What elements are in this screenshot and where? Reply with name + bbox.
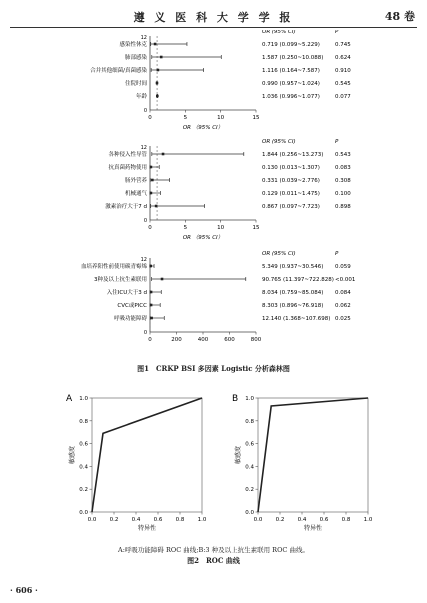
roc-x-tick-label: 0.2 (109, 517, 119, 523)
page-header (10, 6, 417, 28)
or-ci-value: 0.719 (0.099~5.229) (262, 42, 320, 48)
forest-x-tick-label: 5 (183, 115, 188, 121)
or-point (160, 56, 163, 59)
figure2-caption: 图2 ROC 曲线 (187, 556, 240, 565)
roc-x-tick-label: 1.0 (197, 517, 207, 523)
p-value: 0.545 (335, 81, 351, 87)
roc-x-tick-label: 0.6 (319, 517, 329, 523)
forest-row-label: 入住ICU大于3 d (106, 290, 147, 296)
p-value: 0.100 (335, 191, 351, 197)
forest-x-tick-label: 0 (148, 115, 152, 121)
forest-row-label: CVC或PICC (117, 303, 147, 309)
p-column-header: P (335, 251, 339, 257)
or-point (157, 69, 160, 72)
plot-frame (92, 398, 202, 512)
p-column-header: P (335, 30, 339, 35)
forest-row-label: 抗真菌药物使用 (108, 165, 147, 171)
forest-y-tick-label: 0 (143, 218, 147, 224)
roc-y-tick-label: 0.4 (79, 464, 88, 471)
or-ci-value: 8.303 (0.896~76.918) (262, 303, 324, 309)
forest-x-tick-label: 0 (148, 225, 152, 231)
p-value: 0.059 (335, 264, 351, 270)
forest-x-tick-label: 5 (183, 225, 188, 231)
or-point (161, 278, 164, 281)
forest-x-tick-label: 15 (252, 115, 260, 121)
p-value: <0.001 (335, 277, 356, 283)
forest-row-label: 血培养阳性前使用碳青霉烯 (80, 264, 147, 270)
or-column-header: OR (95% CI) (262, 251, 296, 257)
roc-y-tick-label: 1.0 (245, 396, 254, 402)
p-value: 0.308 (335, 178, 351, 184)
or-column-header: OR (95% CI) (262, 139, 296, 145)
roc-curve-line (258, 398, 368, 512)
or-ci-value: 1.036 (0.996~1.077) (262, 94, 320, 100)
p-value: 0.624 (335, 55, 351, 61)
or-ci-value: 1.116 (0.164~7.587) (262, 68, 320, 74)
roc-curve-line (92, 398, 202, 512)
or-ci-value: 0.331 (0.039~2.776) (262, 178, 320, 184)
or-ci-value: 0.990 (0.957~1.024) (262, 81, 320, 87)
roc-y-tick-label: 0.2 (245, 487, 254, 494)
forest-row-label: 机械通气 (124, 191, 147, 197)
roc-y-tick-label: 0.6 (245, 441, 254, 448)
or-point (150, 317, 153, 320)
forest-x-tick-label: 800 (250, 337, 262, 343)
roc-y-tick-label: 0.4 (245, 464, 254, 471)
forest-row-label: 3种及以上抗生素联用 (94, 277, 147, 283)
volume-label: 48 卷 (384, 10, 415, 23)
roc-y-tick-label: 0.6 (79, 441, 88, 448)
forest-x-axis-label: OR （95% CI） (182, 235, 224, 241)
forest-row-label: 合并其他细菌/真菌感染 (90, 68, 147, 74)
or-point (150, 304, 153, 307)
or-point (162, 153, 165, 156)
p-value: 0.084 (335, 290, 351, 296)
roc-y-axis-label: 敏感度 (69, 445, 76, 465)
forest-x-tick-label: 15 (252, 225, 260, 231)
forest-x-tick-label: 0 (148, 337, 152, 343)
forest-y-tick-label: 0 (143, 108, 147, 114)
page-number: · 606 · (10, 585, 38, 595)
panel-letter: A (66, 394, 73, 404)
journal-title: 遵 义 医 科 大 学 学 报 (133, 11, 294, 24)
panel-letter: B (232, 394, 239, 404)
or-column-header: OR (95% CI) (262, 30, 296, 35)
forest-x-tick-label: 10 (217, 115, 225, 121)
roc-x-axis-label: 特异性 (303, 525, 323, 532)
forest-row-label: 住院时间 (124, 81, 147, 87)
forest-x-tick-label: 10 (217, 225, 225, 231)
forest-x-tick-label: 600 (224, 337, 235, 343)
forest-row-label: 肺部感染 (124, 55, 147, 61)
or-point (149, 265, 152, 268)
p-value: 0.745 (335, 42, 351, 48)
roc-y-tick-label: 0.0 (79, 510, 88, 516)
p-column-header: P (335, 139, 339, 145)
forest-y-tick-label: 12 (140, 257, 147, 263)
forest-row-label: 呼吸功能障碍 (113, 316, 147, 322)
or-ci-value: 1.587 (0.250~10.088) (262, 55, 324, 61)
or-point (155, 205, 158, 208)
forest-y-tick-label: 12 (140, 35, 147, 41)
p-value: 0.083 (335, 165, 351, 171)
forest-row-label: 各种侵入性导管 (108, 152, 147, 158)
or-point (150, 166, 153, 169)
roc-y-tick-label: 1.0 (79, 396, 88, 402)
or-point (151, 179, 154, 182)
p-value: 0.077 (335, 94, 351, 100)
roc-y-tick-label: 0.8 (79, 418, 88, 425)
or-ci-value: 90.765 (11.397~722.828) (262, 277, 334, 283)
roc-x-tick-label: 1.0 (363, 517, 373, 523)
roc-y-tick-label: 0.8 (245, 418, 254, 425)
forest-plot-figure (0, 30, 427, 375)
roc-x-tick-label: 0.0 (87, 517, 97, 523)
or-ci-value: 5.349 (0.937~30.546) (262, 264, 324, 270)
forest-y-tick-label: 12 (140, 145, 147, 151)
forest-x-tick-label: 200 (171, 337, 182, 343)
roc-y-axis-label: 敏感度 (235, 445, 242, 465)
forest-row-label: 感染性休克 (119, 42, 147, 48)
or-ci-value: 0.129 (0.011~1.475) (262, 191, 320, 197)
p-value: 0.062 (335, 303, 351, 309)
forest-y-tick-label: 0 (143, 330, 147, 336)
forest-x-axis-label: OR （95% CI） (182, 125, 224, 131)
roc-x-tick-label: 0.0 (253, 517, 263, 523)
header-rule (10, 27, 417, 28)
figure1-caption: 图1 CRKP BSI 多因素 Logistic 分析森林图 (137, 364, 290, 373)
p-value: 0.910 (335, 68, 351, 74)
forest-row-label: 年龄 (135, 94, 147, 100)
or-ci-value: 0.130 (0.013~1.307) (262, 165, 320, 171)
p-value: 0.025 (335, 316, 351, 322)
forest-x-tick-label: 400 (197, 337, 209, 343)
or-ci-value: 12.140 (1.368~107.698) (262, 316, 331, 322)
forest-row-label: 激素治疗大于7 d (105, 204, 147, 210)
roc-x-tick-label: 0.8 (175, 517, 185, 523)
forest-row-label: 肠外营养 (124, 178, 147, 184)
roc-x-tick-label: 0.6 (153, 517, 163, 523)
p-value: 0.898 (335, 204, 351, 210)
or-ci-value: 0.867 (0.097~7.723) (262, 204, 320, 210)
roc-x-tick-label: 0.2 (275, 517, 285, 523)
or-ci-value: 1.844 (0.256~13.273) (262, 152, 324, 158)
roc-x-tick-label: 0.8 (341, 517, 351, 523)
or-point (156, 82, 159, 85)
roc-y-tick-label: 0.2 (79, 487, 88, 494)
plot-frame (258, 398, 368, 512)
p-value: 0.543 (335, 152, 351, 158)
roc-x-tick-label: 0.4 (131, 517, 141, 523)
or-point (154, 43, 157, 46)
roc-curve-figure (0, 392, 427, 542)
roc-x-tick-label: 0.4 (297, 517, 307, 523)
figure2-subcaption: A:呼吸功能障碍 ROC 曲线;B:3 种及以上抗生素联用 ROC 曲线。 (118, 546, 309, 554)
roc-x-axis-label: 特异性 (137, 525, 157, 532)
or-point (150, 291, 153, 294)
roc-y-tick-label: 0.0 (245, 510, 254, 516)
or-ci-value: 8.034 (0.759~85.084) (262, 290, 324, 296)
or-point (150, 192, 153, 195)
or-point (156, 95, 159, 98)
